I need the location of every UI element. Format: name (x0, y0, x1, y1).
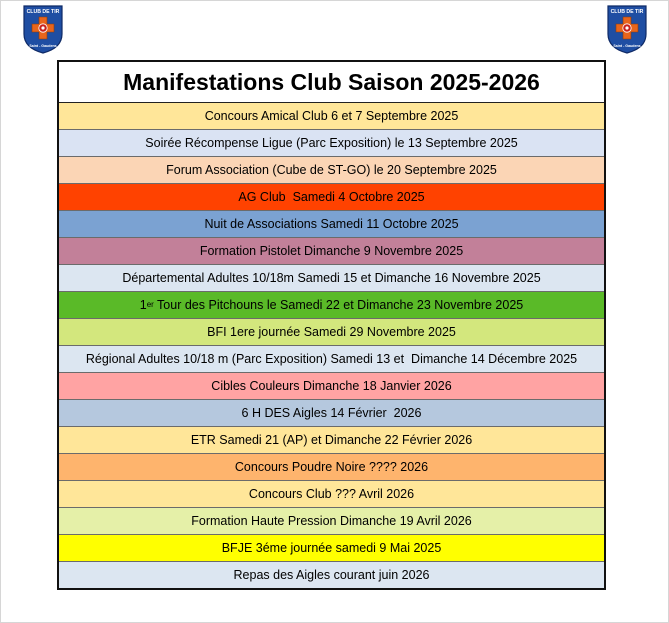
event-text: Concours Amical Club 6 et 7 Septembre 2025 (204, 109, 459, 123)
event-row (59, 130, 604, 157)
events-list (59, 103, 604, 588)
event-row (59, 400, 604, 427)
event-text: Régional Adultes 10/18 m (Parc Exposition) Samedi 13 et Dimanche 14 Décembre 2025 (85, 352, 578, 366)
events-schedule-table (57, 60, 606, 590)
svg-text:Saint - Gaudens: Saint - Gaudens (29, 44, 57, 48)
schedule-title: Manifestations Club Saison 2025-2026 (59, 62, 604, 103)
event-text: BFI 1ere journée Samedi 29 Novembre 2025 (207, 325, 456, 339)
event-text: Cibles Couleurs Dimanche 18 Janvier 2026 (211, 379, 452, 393)
event-text: Tour des Pitchouns le Samedi 22 et Dimanche 23 Novembre 2025 (153, 298, 524, 312)
event-text: Concours Poudre Noire ???? 2026 (234, 460, 429, 474)
event-row: 1 er Tour des Pitchouns le Samedi 22 et Dimanche 23 Novembre 2025 (59, 292, 604, 319)
event-text: BFJE 3éme journée samedi 9 Mai 2025 (221, 541, 442, 555)
event-row (59, 265, 604, 292)
club-logo-left (22, 4, 64, 54)
event-text: Formation Haute Pression Dimanche 19 Avril 2026 (191, 514, 472, 528)
event-text: Concours Club ??? Avril 2026 (248, 487, 415, 501)
event-text: Forum Association (Cube de ST-GO) le 20 Septembre 2025 (166, 163, 497, 177)
event-text: Formation Pistolet Dimanche 9 Novembre 2025 (199, 244, 464, 258)
event-row (59, 238, 604, 265)
event-row (59, 346, 604, 373)
event-row (59, 535, 604, 562)
svg-text:CLUB DE TIR: CLUB DE TIR (610, 9, 644, 15)
event-row (59, 562, 604, 588)
svg-text:CLUB DE TIR: CLUB DE TIR (26, 9, 60, 15)
event-text: AG Club Samedi 4 Octobre 2025 (238, 190, 425, 204)
club-logo-right (606, 4, 648, 54)
event-row (59, 454, 604, 481)
event-row (59, 508, 604, 535)
event-row (59, 211, 604, 238)
club-shield-icon (606, 4, 648, 54)
event-row (59, 427, 604, 454)
event-text: 6 H DES Aigles 14 Février 2026 (241, 406, 422, 420)
event-text: ETR Samedi 21 (AP) et Dimanche 22 Février 2026 (190, 433, 473, 447)
event-text: Départemental Adultes 10/18m Samedi 15 et Dimanche 16 Novembre 2025 (122, 271, 541, 285)
club-shield-icon (22, 4, 64, 54)
event-text: Soirée Récompense Ligue (Parc Exposition) le 13 Septembre 2025 (145, 136, 518, 150)
event-row (59, 157, 604, 184)
event-text: Repas des Aigles courant juin 2026 (233, 568, 430, 582)
event-row (59, 319, 604, 346)
event-row (59, 103, 604, 130)
event-row (59, 481, 604, 508)
event-ordinal: 1 (139, 298, 147, 312)
event-text: Nuit de Associations Samedi 11 Octobre 2025 (204, 217, 459, 231)
svg-text:Saint - Gaudens: Saint - Gaudens (613, 44, 641, 48)
event-row (59, 184, 604, 211)
event-row (59, 373, 604, 400)
